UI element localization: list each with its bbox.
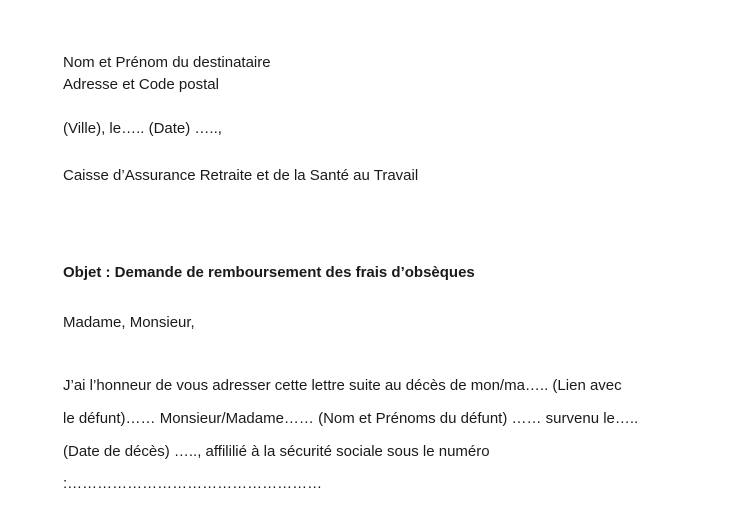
body-line: J’ai l’honneur de vous adresser cette lettre suite au décès de mon/ma….. (Lien avec xyxy=(63,377,622,394)
place-date: (Ville), le….. (Date) ….., xyxy=(63,120,222,137)
salutation: Madame, Monsieur, xyxy=(63,314,195,331)
body-line: :…………………………………………… xyxy=(63,475,323,492)
recipient-address: Adresse et Code postal xyxy=(63,76,219,93)
organization: Caisse d’Assurance Retraite et de la Santé au Travail xyxy=(63,167,419,184)
recipient-name: Nom et Prénom du destinataire xyxy=(63,54,271,71)
subject-line: Objet : Demande de remboursement des frais d’obsèques xyxy=(63,264,475,281)
body-line: (Date de décès) ….., affililié à la sécurité sociale sous le numéro xyxy=(63,443,490,460)
body-line: le défunt)…… Monsieur/Madame…… (Nom et Prénoms du défunt) …… survenu le….. xyxy=(63,410,639,427)
